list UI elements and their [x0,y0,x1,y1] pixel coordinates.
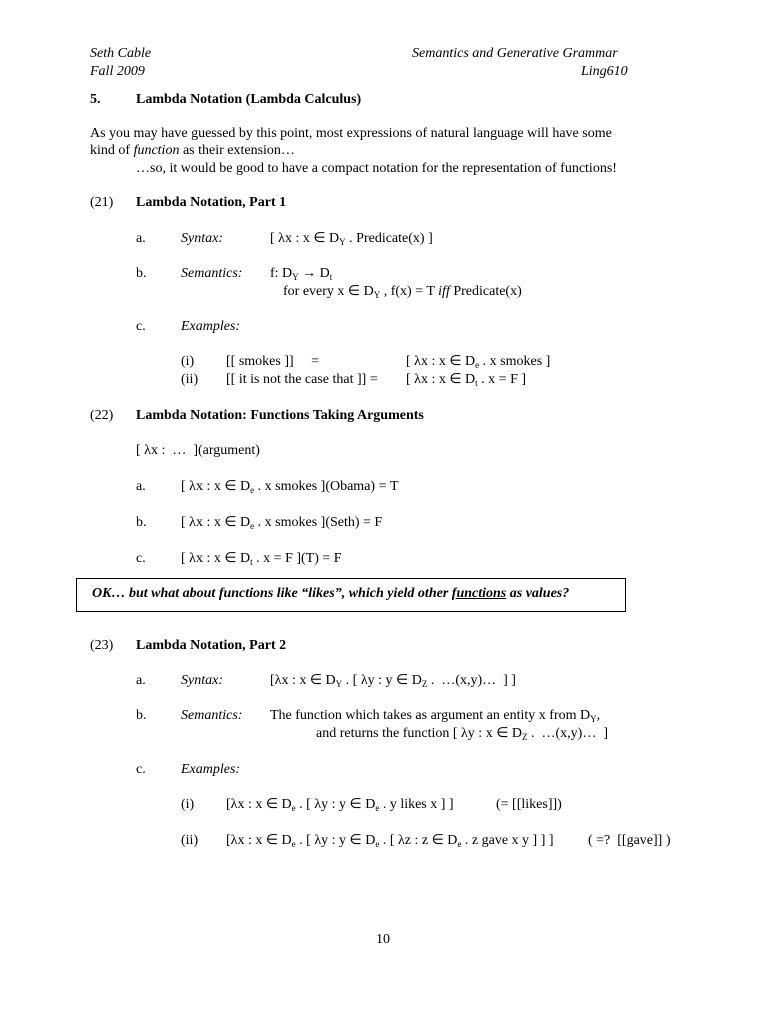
ex23-cii-note: ( =? [[gave]] ) [588,833,671,848]
header-course-code: Ling610 [581,64,628,79]
ex21-b-label: b. [136,266,147,281]
callout-text: OK… but what about functions like “likes”, which yield other functions as values? [92,586,570,601]
ex22-a-label: a. [136,479,146,494]
intro-line-2: kind of function as their extension… [90,143,295,158]
ex21-a-term: Syntax: [181,231,223,246]
ex23-cii-number: (ii) [181,833,199,848]
ex22-schema: [ λx : … ](argument) [136,443,260,458]
ex21-cii-number: (ii) [181,372,199,387]
ex23-b-label: b. [136,708,147,723]
page-number: 10 [376,932,390,947]
ex23-ci-body: [λx : x ∈ $D_e$ . [ λy : y ∈ $D_e$ . y likes x ] ] [226,797,454,813]
ex23-b-line-2: and returns the function [ λy : x ∈ $D_Z$ . …(x,y)… ] [316,726,608,742]
ex23-a-label: a. [136,673,146,688]
ex21-cii-lhs: [[ it is not the case that ]] = [226,372,378,387]
ex22-b-body: [ λx : x ∈ $D_e$ . x smokes ](Seth) = F [181,515,383,531]
ex23-number: (23) [90,638,114,653]
section-number: 5. [90,92,101,107]
ex22-number: (22) [90,408,114,423]
intro-line-3: …so, it would be good to have a compact notation for the representation of functions! [136,161,617,176]
ex21-a-label: a. [136,231,146,246]
ex23-ci-number: (i) [181,797,195,812]
ex21-b-line-2: for every x ∈ $D_Y$ , f(x) = T iff Predicate(x) [283,284,522,300]
ex23-b-line-1: The function which takes as argument an entity x from $D_Y$, [270,708,601,724]
ex21-c-term: Examples: [181,319,241,334]
section-title: Lambda Notation (Lambda Calculus) [136,92,362,107]
ex23-title: Lambda Notation, Part 2 [136,638,287,653]
ex21-ci-number: (i) [181,354,195,369]
ex23-ci-note: (= [[likes]]) [496,797,562,812]
ex23-c-label: c. [136,762,146,777]
ex21-ci-rhs: [ λx : x ∈ $D_e$ . x smokes ] [406,354,551,370]
ex21-b-term: Semantics: [181,266,243,281]
header-term: Fall 2009 [90,64,145,79]
ex21-number: (21) [90,195,114,210]
ex21-ci-lhs: [[ smokes ]] = [226,354,320,369]
ex22-a-body: [ λx : x ∈ $D_e$ . x smokes ](Obama) = T [181,479,399,495]
ex21-b-line-1: f: $D_Y \to D_t$ [270,266,333,282]
ex21-c-label: c. [136,319,146,334]
ex22-b-label: b. [136,515,147,530]
ex22-c-body: [ λx : x ∈ $D_t$ . x = F ](T) = F [181,551,342,567]
ex23-b-term: Semantics: [181,708,243,723]
header-course-title: Semantics and Generative Grammar [412,46,618,61]
ex23-c-term: Examples: [181,762,241,777]
header-author: Seth Cable [90,46,152,61]
ex23-a-term: Syntax: [181,673,223,688]
ex22-title: Lambda Notation: Functions Taking Arguments [136,408,424,423]
ex21-title: Lambda Notation, Part 1 [136,195,287,210]
ex23-a-body: [λx : x ∈ $D_Y$ . [ λy : y ∈ $D_Z$ . …(x,y)… ] ] [270,673,516,689]
ex23-cii-body: [λx : x ∈ $D_e$ . [ λy : y ∈ $D_e$ . [ λz : z ∈ $D_e$ . z gave x y ] ] ] [226,833,554,849]
ex21-cii-rhs: [ λx : x ∈ $D_t$ . x = F ] [406,372,527,388]
ex21-a-body: [ λx : x ∈ $D_Y$ . Predicate(x) ] [270,231,433,247]
ex22-c-label: c. [136,551,146,566]
intro-line-1: As you may have guessed by this point, most expressions of natural language will have some [90,126,612,141]
